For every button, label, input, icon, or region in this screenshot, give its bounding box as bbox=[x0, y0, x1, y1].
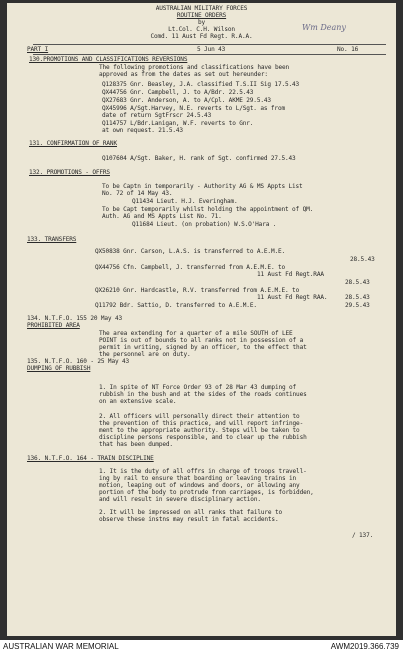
archive-footer bbox=[0, 640, 403, 653]
transfer-row: 11 Aust Fd Regt.RAA bbox=[257, 271, 324, 278]
section-132-line: Auth. AG and MS Appts List No. 71. bbox=[102, 213, 222, 220]
section-134-title: 134. N.T.F.O. 155 20 May 43 bbox=[27, 315, 123, 322]
header-line-4: Lt.Col. C.H. Wilson bbox=[168, 26, 235, 33]
transfer-row: QX44756 Cfn. Campbell, J. transferred from A.E.M.E. to bbox=[95, 264, 286, 271]
section-130-intro: The following promotions and classifications have been bbox=[99, 64, 290, 71]
header-line-2: ROUTINE ORDERS bbox=[176, 12, 227, 19]
section-136-line: motion, leaping out of windows and doors, or allowing any bbox=[99, 482, 300, 489]
transfer-date: 28.5.43 bbox=[345, 279, 370, 286]
section-135-line: 1. In spite of NT Force Order 93 of 28 Mar 43 dumping of bbox=[99, 384, 297, 391]
section-132-line: To be Captn in temporarily - Authority AG & MS Appts List bbox=[102, 183, 303, 190]
promotion-row: QX27683 Gnr. Anderson, A. to A/Cpl. AKME 29.5.43 bbox=[102, 97, 271, 104]
section-136-line: ing by rail to ensure that boarding or leaving trains in bbox=[99, 475, 297, 482]
transfer-row: Q11792 Bdr. Sattio, D. transferred to A.E.M.E. bbox=[95, 302, 257, 309]
transfer-date: 28.5.43 bbox=[350, 256, 375, 263]
section-135-line: the prevention of this practice, and will report infringe- bbox=[99, 420, 304, 427]
section-135-line: that has been dumped. bbox=[99, 441, 173, 448]
promotion-row: Q114757 L/Bdr.Lanigan, W.F. reverts to Gnr. bbox=[102, 120, 254, 127]
section-136-line: portion of the body to protrude from carriages, is forbidden, bbox=[99, 489, 314, 496]
section-132-line: To be Capt temporarily whilst holding the appointment of QM. bbox=[102, 206, 314, 213]
transfer-date: 28.5.43 bbox=[345, 294, 370, 301]
continued-marker: / 137. bbox=[352, 532, 374, 539]
section-135-line: 2. All officers will personally direct their attention to bbox=[99, 413, 300, 420]
header-line-3: by bbox=[197, 19, 206, 26]
section-134-line: the personnel are on duty. bbox=[99, 351, 191, 358]
promotion-row: QX45996 A/Sgt.Harvey, N.E. reverts to L/Sgt. as from bbox=[102, 105, 285, 112]
section-135-subtitle: DUMPING OF RUBBISH bbox=[27, 365, 91, 372]
section-134-line: permit in writing, signed by an officer, to the effect that bbox=[99, 344, 307, 351]
part-label: PART I bbox=[27, 46, 49, 53]
section-132-line: No. 72 of 14 May 43. bbox=[102, 190, 173, 197]
section-131-title: 131. CONFIRMATION OF RANK bbox=[29, 140, 117, 147]
section-132-line: Q11434 Lieut. H.J. Everingham. bbox=[132, 198, 238, 205]
section-134-subtitle: PROHIBITED AREA bbox=[27, 322, 80, 329]
promotion-row: Q128375 Gnr. Beasley, J.A. classified T.S.II Sig 17.5.43 bbox=[102, 81, 300, 88]
transfer-row: QX26210 Gnr. Hardcastle, R.V. transferred from A.E.M.E. to bbox=[95, 287, 300, 294]
section-136-line: observe these instns may result in fatal accidents. bbox=[99, 516, 279, 523]
transfer-row: QX50838 Gnr. Carson, L.A.S. is transferred to A.E.M.E. bbox=[95, 248, 286, 255]
header-line-5: Comd. 11 Aust Fd Regt. R.A.A. bbox=[150, 33, 253, 40]
section-135-line: discipline persons responsible, and to clear up the rubbish bbox=[99, 434, 307, 441]
archive-reference: AWM2019.366.739 bbox=[330, 642, 399, 651]
section-136-line: and will result in severe disciplinary action. bbox=[99, 496, 261, 503]
handwritten-signature: Wm Deany bbox=[302, 23, 346, 32]
order-date: 5 Jun 43 bbox=[197, 46, 226, 53]
section-136-title: 136. N.T.F.O. 164 - TRAIN DISCIPLINE bbox=[27, 455, 154, 462]
order-number: No. 16 bbox=[337, 46, 359, 53]
section-135-line: on an extensive scale. bbox=[99, 398, 177, 405]
section-134-line: The area extending for a quarter of a mile SOUTH of LEE bbox=[99, 330, 293, 337]
transfer-date: 29.5.43 bbox=[345, 302, 370, 309]
confirmation-row: Q107604 A/Sgt. Baker, H. rank of Sgt. confirmed 27.5.43 bbox=[102, 155, 296, 162]
promotion-row: date of return SgtFrscr 24.5.43 bbox=[102, 112, 212, 119]
section-130-title: 130.PROMOTIONS AND CLASSIFICATIONS REVERSIONS bbox=[29, 56, 188, 63]
section-132-title: 132. PROMOTIONS - OFFRS bbox=[29, 169, 110, 176]
section-136-line: 1. It is the duty of all offrs in charge of troops travell- bbox=[99, 468, 307, 475]
archive-name: AUSTRALIAN WAR MEMORIAL bbox=[3, 642, 119, 651]
section-134-line: POINT is out of bounds to all ranks not in possession of a bbox=[99, 337, 304, 344]
promotion-row: at own request. 21.5.43 bbox=[102, 127, 183, 134]
routine-orders-page bbox=[7, 3, 396, 636]
header-rule bbox=[33, 44, 386, 45]
section-136-line: 2. It will be impressed on all ranks that failure to bbox=[99, 509, 282, 516]
section-130-intro: approved as from the dates as set out hereunder: bbox=[99, 71, 268, 78]
promotion-row: QX44756 Gnr. Campbell, J. to A/Bdr. 22.5.43 bbox=[102, 89, 254, 96]
section-133-title: 133. TRANSFERS bbox=[27, 236, 77, 243]
section-135-line: ment to the appropriate authority. Steps will be taken to bbox=[99, 427, 300, 434]
header-rule-2 bbox=[33, 54, 386, 55]
section-132-line: Q11684 Lieut. (on probation) W.S.O'Hara . bbox=[132, 221, 277, 228]
section-135-line: rubbish in the bush and at the sides of the roads continues bbox=[99, 391, 307, 398]
transfer-row: 11 Aust Fd Regt RAA. bbox=[257, 294, 328, 301]
header-line-1: AUSTRALIAN MILITARY FORCES bbox=[155, 5, 248, 12]
section-135-title: 135. N.T.F.O. 160 - 25 May 43 bbox=[27, 358, 130, 365]
